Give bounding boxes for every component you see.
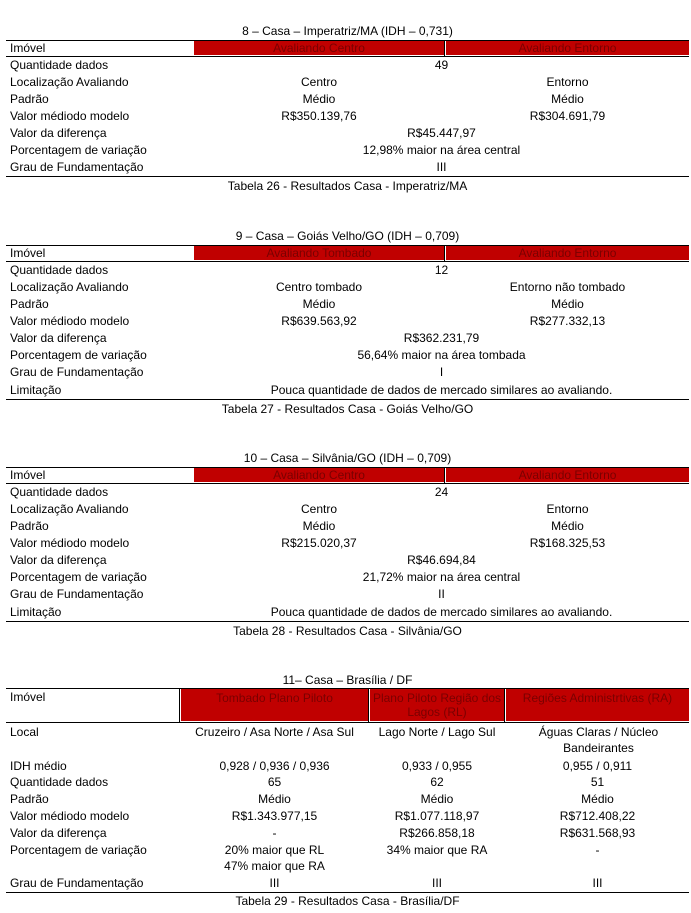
- header-label: Imóvel: [10, 468, 46, 482]
- row-label: Limitação: [10, 605, 62, 619]
- table-caption: Tabela 26 - Resultados Casa - Imperatriz/MA: [227, 179, 468, 193]
- row-value: II: [438, 587, 445, 601]
- row-value: 62: [430, 775, 444, 789]
- row-label: Porcentagem de variação: [10, 570, 147, 584]
- row-label: Valor da diferença: [10, 553, 107, 567]
- table-caption: Tabela 29 - Resultados Casa - Brasília/DF: [235, 894, 460, 908]
- row-value: -: [272, 826, 277, 840]
- row-value: Médio: [551, 519, 584, 533]
- header-label: Imóvel: [10, 41, 46, 55]
- row-value: III: [269, 876, 280, 890]
- table-brasilia: [6, 671, 689, 911]
- row-value: Pouca quantidade de dados de mercado similares ao avaliando.: [270, 383, 613, 397]
- row-value: Águas Claras / Núcleo Bandeirantes: [538, 725, 659, 755]
- row-value: 0,933 / 0,955: [401, 759, 473, 773]
- row-value: 49: [434, 58, 449, 72]
- row-label: Porcentagem de variação: [10, 348, 147, 362]
- row-label: Valor médiodo modelo: [10, 314, 130, 328]
- row-value: Médio: [302, 297, 336, 311]
- row-value: 12,98% maior na área central: [362, 143, 521, 157]
- header-cell: Avaliando Tombado: [194, 246, 444, 260]
- row-value: Entorno: [546, 75, 589, 89]
- row-label: IDH médio: [10, 759, 67, 773]
- row-value: R$350.139,76: [281, 109, 357, 123]
- row-value: 21,72% maior na área central: [362, 570, 521, 584]
- table-goias-velho: [6, 227, 689, 417]
- row-value: Lago Norte / Lago Sul: [378, 725, 496, 739]
- table-caption: Tabela 28 - Resultados Casa - Silvânia/GO: [233, 624, 462, 638]
- row-label: Localização Avaliando: [10, 280, 129, 294]
- table-title: 9 – Casa – Goiás Velho/GO (IDH – 0,709): [235, 229, 460, 243]
- header-cell: Regiões Administrtivas (RA): [506, 689, 689, 721]
- row-value: R$45.447,97: [407, 126, 476, 140]
- row-label: Grau de Fundamentação: [10, 587, 144, 601]
- table-imperatriz: [6, 22, 689, 194]
- row-value: R$631.568,93: [559, 826, 636, 840]
- row-value: R$1.077.118,97: [394, 809, 480, 823]
- row-label: Quantidade dados: [10, 775, 109, 789]
- row-value: 20% maior que RL 47% maior que RA: [224, 843, 325, 873]
- row-value: Pouca quantidade de dados de mercado similares ao avaliando.: [270, 605, 613, 619]
- table-silvania: [6, 449, 689, 639]
- table-title: 8 – Casa – Imperatriz/MA (IDH – 0,731): [242, 24, 453, 38]
- row-label: Localização Avaliando: [10, 502, 129, 516]
- header-cell: Avaliando Centro: [194, 468, 444, 482]
- row-value: Médio: [551, 297, 584, 311]
- row-value: Médio: [581, 792, 614, 806]
- row-value: Centro: [300, 75, 338, 89]
- row-value: R$266.858,18: [399, 826, 475, 840]
- row-value: I: [439, 365, 444, 379]
- row-value: III: [436, 160, 447, 174]
- row-label: Limitação: [10, 383, 62, 397]
- row-value: Médio: [302, 519, 336, 533]
- row-value: R$215.020,37: [281, 536, 357, 550]
- header-cell: Avaliando Entorno: [446, 246, 689, 260]
- row-label: Padrão: [10, 519, 49, 533]
- row-label: Quantidade dados: [10, 58, 109, 72]
- table-title: 11– Casa – Brasília / DF: [282, 673, 413, 687]
- header-label: Imóvel: [10, 246, 46, 260]
- row-value: 34% maior que RA: [386, 843, 488, 857]
- table-title: 10 – Casa – Silvânia/GO (IDH – 0,709): [243, 451, 452, 465]
- row-value: 0,928 / 0,936 / 0,936: [219, 759, 330, 773]
- row-value: Médio: [420, 792, 454, 806]
- row-label: Valor da diferença: [10, 126, 107, 140]
- row-label: Padrão: [10, 92, 49, 106]
- row-value: 24: [434, 485, 449, 499]
- header-label: Imóvel: [10, 690, 46, 704]
- row-value: R$277.332,13: [529, 314, 606, 328]
- row-value: R$712.408,22: [559, 809, 636, 823]
- row-value: R$168.325,53: [529, 536, 606, 550]
- row-value: Centro tombado: [275, 280, 363, 294]
- row-label: Quantidade dados: [10, 263, 109, 277]
- row-value: Médio: [258, 792, 291, 806]
- row-value: Médio: [302, 92, 336, 106]
- row-value: Entorno não tombado: [509, 280, 626, 294]
- row-label: Grau de Fundamentação: [10, 876, 144, 890]
- row-label: Porcentagem de variação: [10, 843, 147, 857]
- row-value: 56,64% maior na área tombada: [357, 348, 526, 362]
- header-cell: Avaliando Centro: [194, 41, 444, 55]
- row-value: R$1.343.977,15: [231, 809, 318, 823]
- header-cell: Avaliando Entorno: [446, 41, 689, 55]
- row-value: -: [595, 843, 600, 857]
- row-value: Entorno: [546, 502, 589, 516]
- row-label: Valor médiodo modelo: [10, 109, 130, 123]
- row-value: Centro: [300, 502, 338, 516]
- header-cell: Tombado Plano Piloto: [181, 689, 368, 721]
- row-label: Padrão: [10, 297, 49, 311]
- row-value: 12: [434, 263, 449, 277]
- row-label: Valor médiodo modelo: [10, 536, 130, 550]
- row-label: Grau de Fundamentação: [10, 365, 144, 379]
- row-label: Grau de Fundamentação: [10, 160, 144, 174]
- row-value: Médio: [551, 92, 584, 106]
- row-value: R$304.691,79: [529, 109, 606, 123]
- row-value: 0,955 / 0,911: [562, 759, 633, 773]
- table-caption: Tabela 27 - Resultados Casa - Goiás Velho/GO: [221, 402, 474, 416]
- row-value: 51: [590, 775, 605, 789]
- row-label: Valor da diferença: [10, 826, 107, 840]
- row-value: R$362.231,79: [403, 331, 480, 345]
- header-cell: Plano Piloto Região dos Lagos (RL): [370, 689, 504, 721]
- row-value: III: [592, 876, 603, 890]
- row-label: Quantidade dados: [10, 485, 109, 499]
- row-value: R$46.694,84: [407, 553, 476, 567]
- row-label: Localização Avaliando: [10, 75, 129, 89]
- row-label: Porcentagem de variação: [10, 143, 147, 157]
- row-value: 65: [267, 775, 282, 789]
- row-label: Padrão: [10, 792, 49, 806]
- row-label: Valor médiodo modelo: [10, 809, 130, 823]
- row-value: III: [431, 876, 442, 890]
- row-value: Cruzeiro / Asa Norte / Asa Sul: [195, 725, 354, 739]
- row-value: R$639.563,92: [281, 314, 357, 328]
- header-cell: Avaliando Entorno: [446, 468, 689, 482]
- row-label: Local: [10, 725, 39, 739]
- row-label: Valor da diferença: [10, 331, 107, 345]
